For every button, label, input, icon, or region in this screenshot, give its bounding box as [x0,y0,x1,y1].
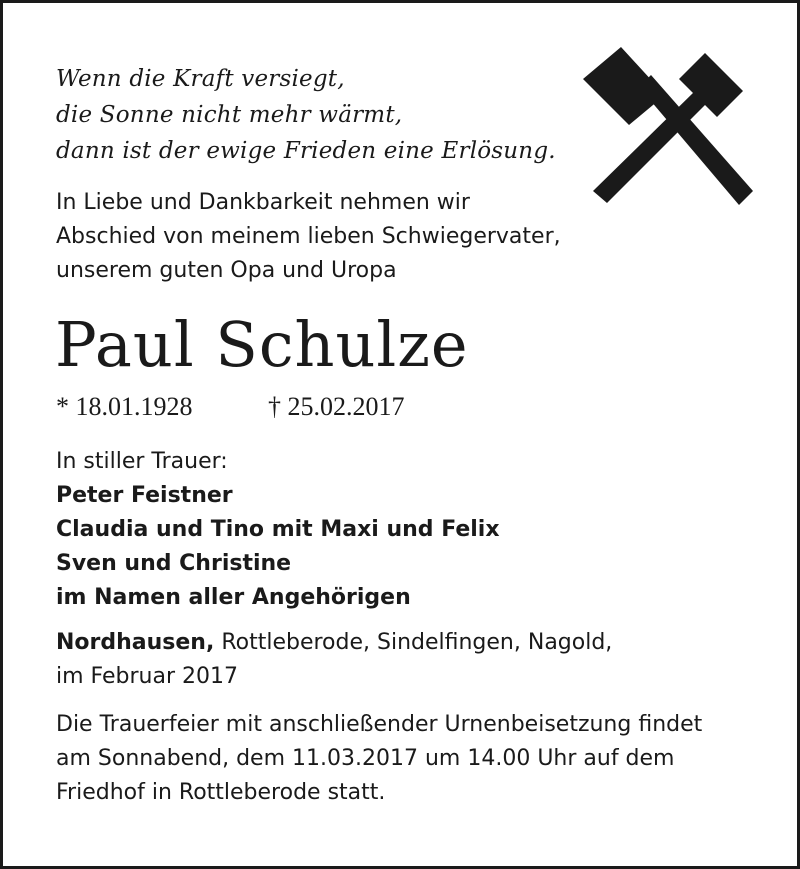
notice-date: im Februar 2017 [56,664,238,689]
mourners-heading: In stiller Trauer: [56,449,228,474]
hammer-and-pick-icon [583,45,761,217]
birth-date: * 18.01.1928 [56,392,193,421]
main-city: Nordhausen, [56,630,215,655]
life-dates [56,389,405,425]
other-cities: Rottleberode, Sindelfingen, Nagold, [214,630,613,655]
intro-line: In Liebe und Dankbarkeit nehmen wir [56,190,470,215]
quote-line: die Sonne nicht mehr wärmt, [56,102,403,128]
ceremony-line: Die Trauerfeier mit anschließender Urnenbeisetzung findet [56,712,703,737]
place-and-date [56,626,612,694]
ceremony-line: Friedhof in Rottleberode statt. [56,780,386,805]
death-date: † 25.02.2017 [268,392,405,421]
ceremony-line: am Sonnabend, dem 11.03.2017 um 14.00 Uhr auf dem [56,746,675,771]
quote-line: Wenn die Kraft versiegt, [56,66,345,92]
intro-line: unserem guten Opa und Uropa [56,258,397,283]
memorial-quote [56,61,556,169]
ceremony-info [56,708,702,810]
mourner-name: im Namen aller Angehörigen [56,585,411,610]
intro-text [56,186,561,288]
quote-line: dann ist der ewige Frieden eine Erlösung. [56,138,556,164]
deceased-name: Paul Schulze [55,308,469,381]
pick-head [583,47,665,125]
mourner-name: Peter Feistner [56,483,233,508]
cities-line [56,626,612,660]
intro-line: Abschied von meinem lieben Schwiegervater, [56,224,561,249]
mourners-list [56,445,500,615]
mourner-name: Sven und Christine [56,551,292,576]
mourner-name: Claudia und Tino mit Maxi und Felix [56,517,500,542]
